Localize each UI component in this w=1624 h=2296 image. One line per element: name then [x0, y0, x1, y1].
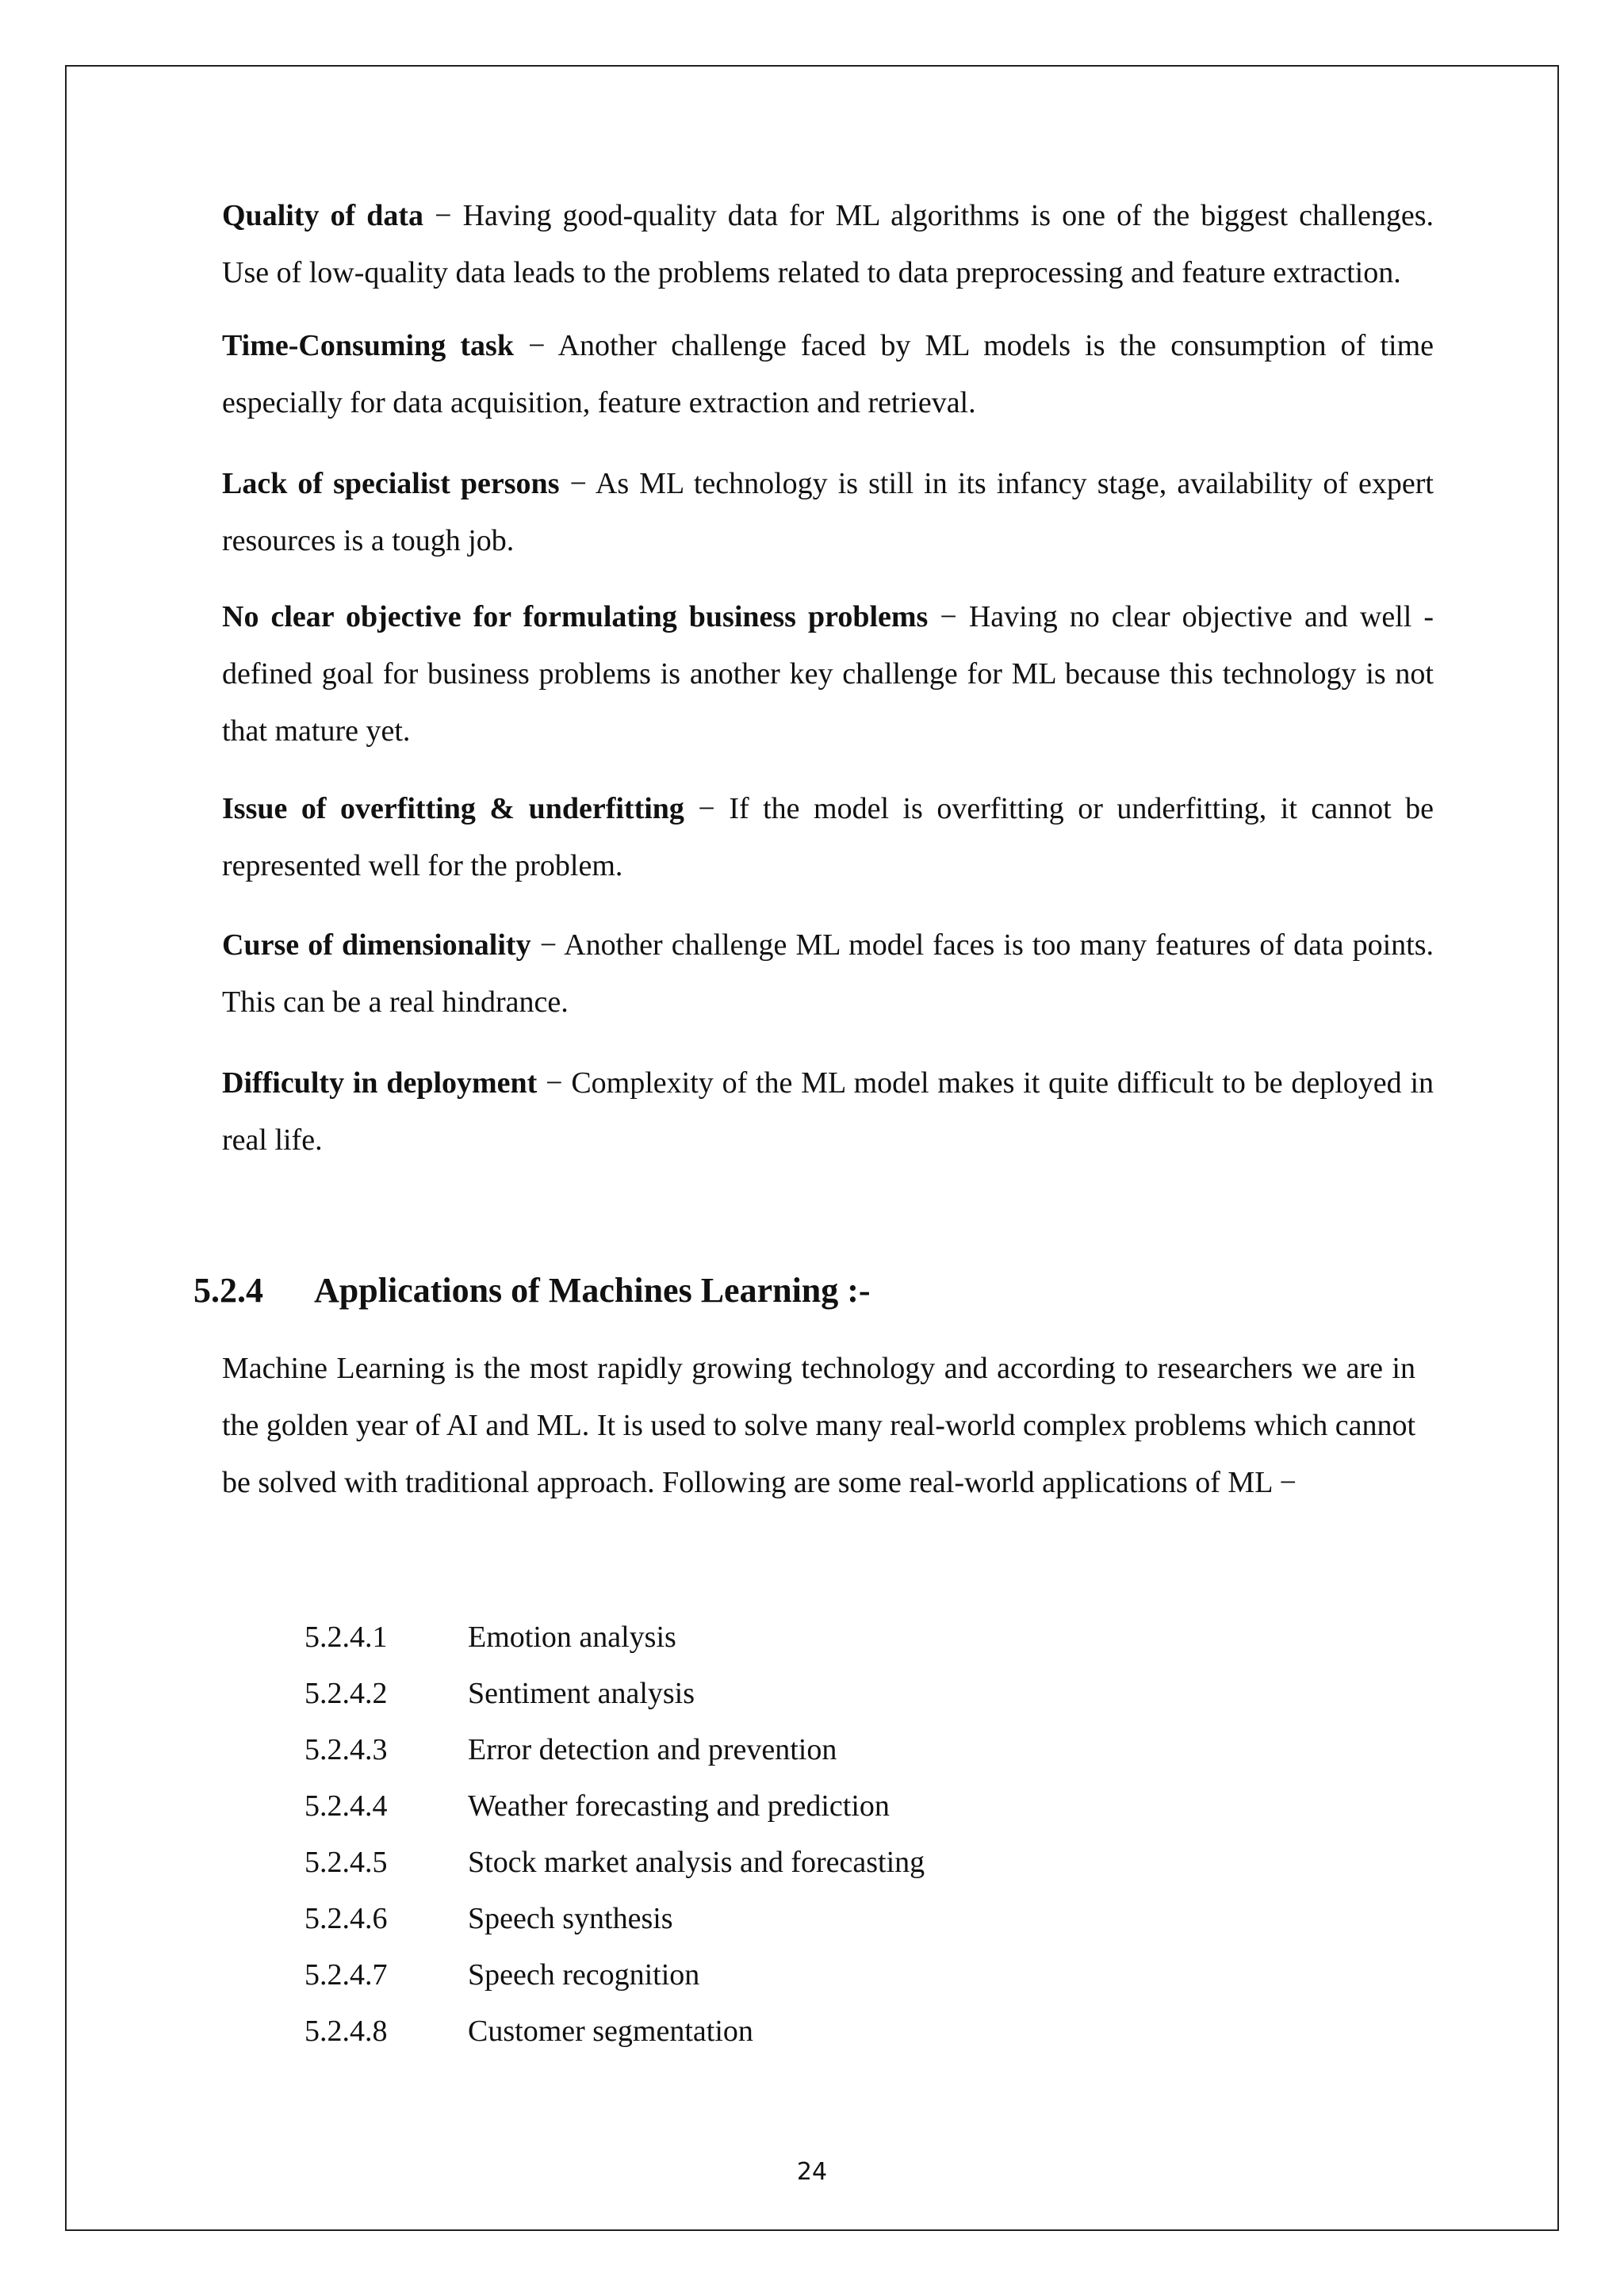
list-item-label: Customer segmentation	[468, 2015, 753, 2048]
challenge-overfitting-underfitting	[222, 780, 1434, 894]
list-item-label: Weather forecasting and prediction	[468, 1789, 890, 1823]
challenge-text: − If the model is overfitting or underfitting, it cannot be represented well for the problem.	[222, 792, 1434, 882]
list-item	[304, 1722, 925, 1778]
challenge-curse-of-dimensionality	[222, 916, 1434, 1031]
challenge-no-clear-objective	[222, 588, 1434, 760]
section-heading	[193, 1270, 871, 1311]
list-item-number: 5.2.4.6	[304, 1902, 388, 1935]
challenge-text: − Another challenge ML model faces is too many features of data points. This can be a real hindrance.	[222, 928, 1434, 1019]
section-title: Applications of Machines Learning :-	[314, 1271, 871, 1310]
challenge-term: Difficulty in deployment	[222, 1066, 538, 1100]
list-item-label: Error detection and prevention	[468, 1733, 837, 1766]
challenge-text: − Having no clear objective and well -defined goal for business problems is another key challenge for ML because this technology is not that mature yet.	[222, 600, 1434, 748]
list-item-number: 5.2.4.1	[304, 1621, 388, 1654]
challenge-term: Curse of dimensionality	[222, 928, 531, 962]
challenge-term: Lack of specialist persons	[222, 467, 560, 500]
challenge-time-consuming-task	[222, 317, 1434, 431]
challenge-term: Issue of overfitting & underfitting	[222, 792, 684, 825]
list-item-label: Speech recognition	[468, 1958, 700, 1992]
challenge-term: Quality of data	[222, 199, 424, 232]
list-item	[304, 1666, 925, 1722]
list-item-number: 5.2.4.7	[304, 1958, 388, 1992]
list-item-number: 5.2.4.2	[304, 1677, 388, 1710]
list-item-label: Speech synthesis	[468, 1902, 673, 1935]
challenge-text: − Another challenge faced by ML models is the consumption of time especially for data acquisition, feature extraction and retrieval.	[222, 329, 1434, 419]
challenge-difficulty-in-deployment	[222, 1054, 1434, 1169]
list-item	[304, 1891, 925, 1947]
section-number: 5.2.4	[193, 1271, 263, 1310]
list-item-label: Stock market analysis and forecasting	[468, 1846, 925, 1879]
applications-list	[304, 1609, 925, 2060]
intro-paragraph: Machine Learning is the most rapidly growing technology and according to researchers we are in the golden year of AI and ML. It is used to solve many real-world complex problems which cannot be solved with traditional approach. Following are some real-world applications of ML −	[222, 1352, 1415, 1499]
page-number: 24	[796, 2158, 828, 2186]
challenge-text: − Having good-quality data for ML algorithms is one of the biggest challenges. Use of low-quality data leads to the problems related to data preprocessing and feature extraction.	[222, 199, 1434, 289]
challenge-lack-of-specialists	[222, 455, 1434, 569]
list-item	[304, 1947, 925, 2003]
list-item-number: 5.2.4.4	[304, 1789, 388, 1823]
list-item-number: 5.2.4.3	[304, 1733, 388, 1766]
challenges-list	[222, 187, 1434, 1169]
challenge-term: Time-Consuming task	[222, 329, 514, 362]
list-item-label: Sentiment analysis	[468, 1677, 695, 1710]
challenge-text: − As ML technology is still in its infancy stage, availability of expert resources is a tough job.	[222, 467, 1434, 557]
list-item-label: Emotion analysis	[468, 1621, 676, 1654]
list-item-number: 5.2.4.8	[304, 2015, 388, 2048]
challenge-quality-of-data	[222, 187, 1434, 301]
list-item	[304, 1609, 925, 1666]
list-item	[304, 1835, 925, 1891]
list-item	[304, 2003, 925, 2060]
challenge-text: − Complexity of the ML model makes it quite difficult to be deployed in real life.	[222, 1066, 1434, 1157]
challenge-term: No clear objective for formulating business problems	[222, 600, 929, 633]
list-item-number: 5.2.4.5	[304, 1846, 388, 1879]
list-item	[304, 1778, 925, 1835]
